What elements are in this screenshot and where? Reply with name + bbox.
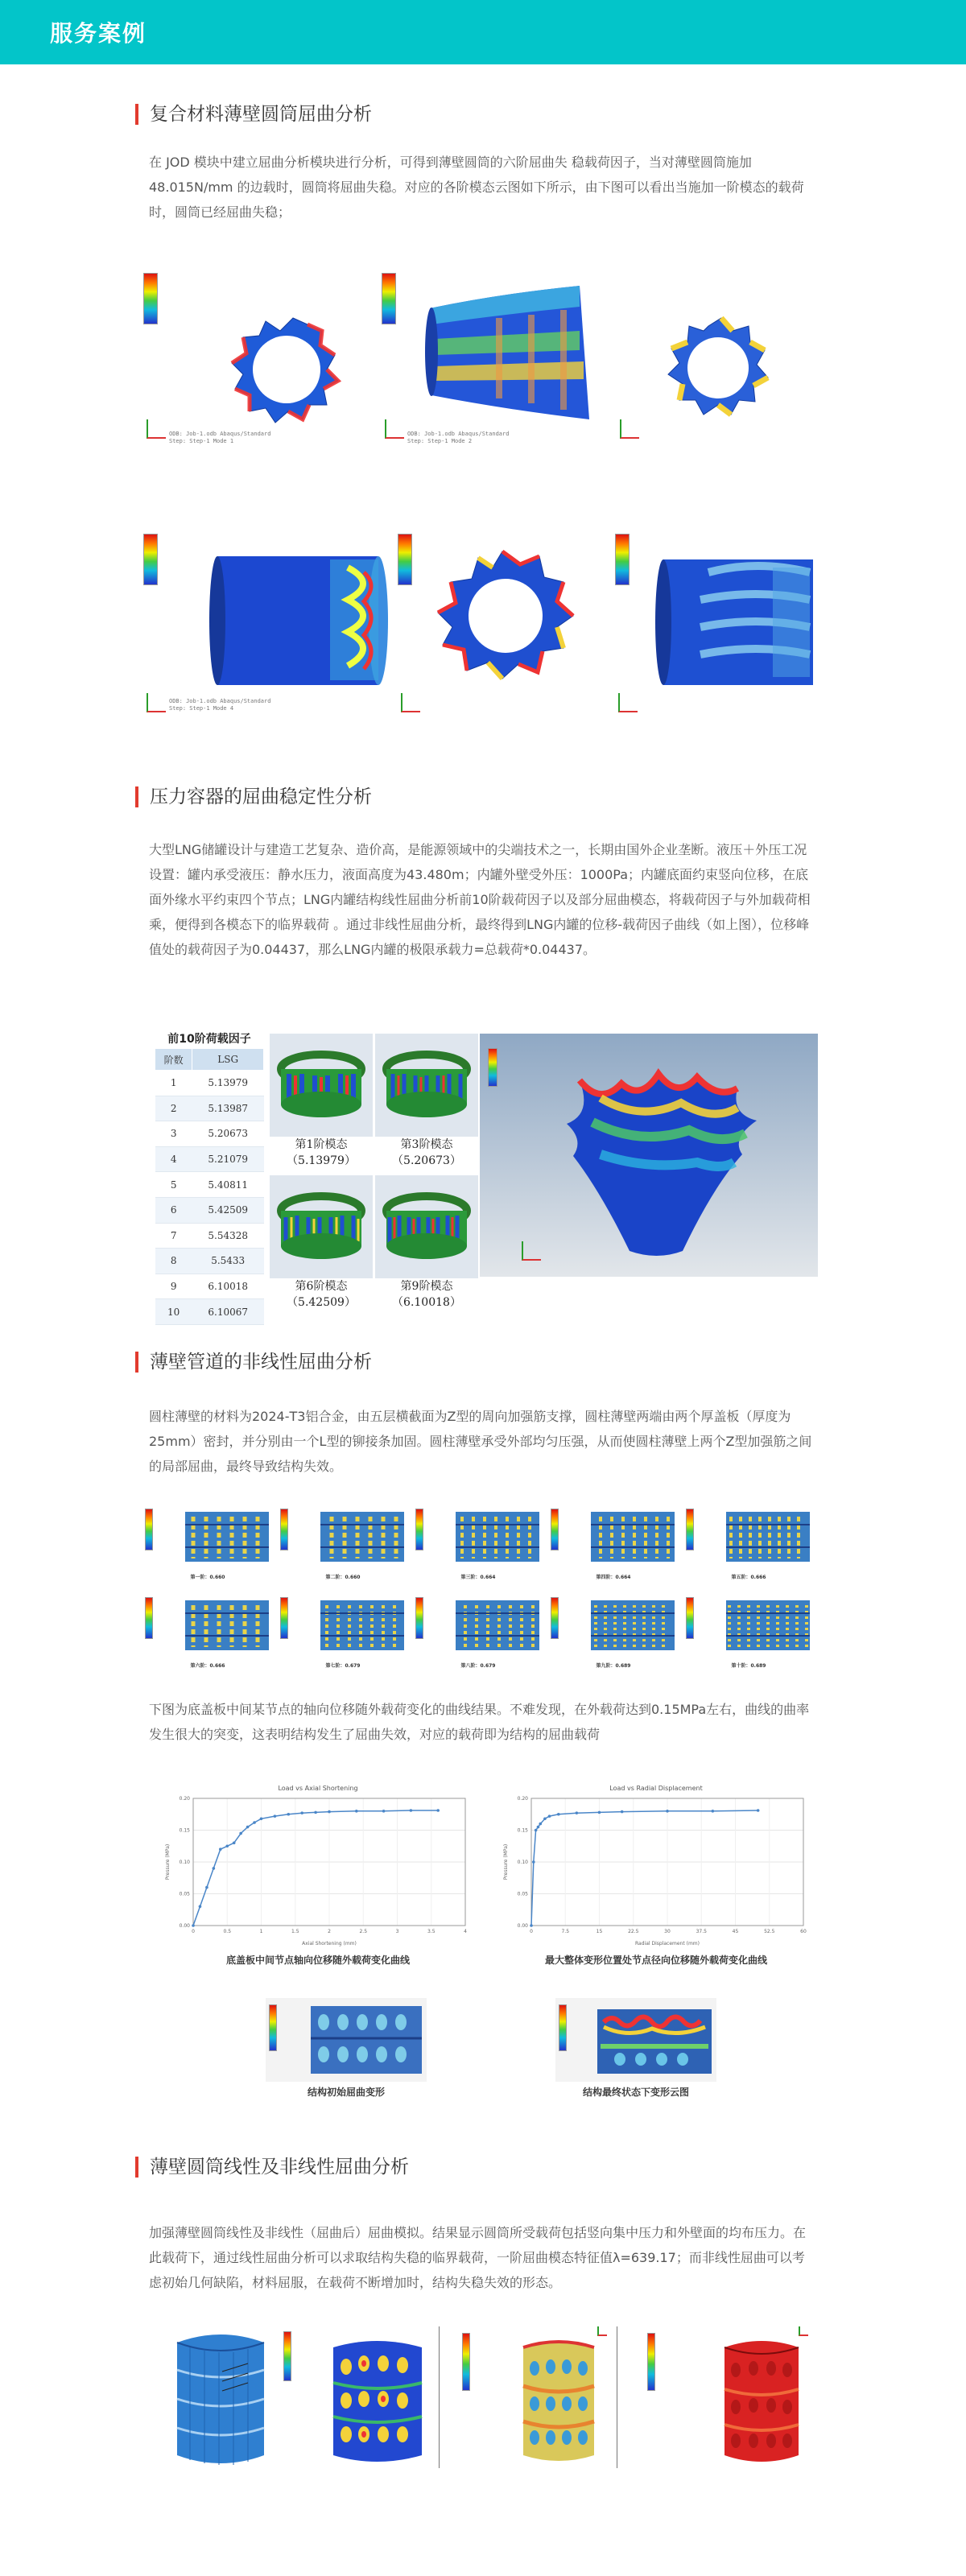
cylinder-mesh-image [158,2323,277,2471]
header-title: 服务案例 [50,20,147,47]
mode-figure-6 [612,527,821,720]
tank-mode-image-6 [270,1175,373,1278]
y-tick-label: 0.10 [179,1860,190,1865]
mode-figure-4: ODB: Job-1.odb Abaqus/Standard Step: Step-1 Mode 4 [137,527,394,720]
x-tick-label: 1.5 [291,1929,299,1934]
data-point [410,1809,413,1812]
pipe-initial-buckling-caption: 结构初始屈曲变形 [307,2087,385,2098]
section-title-cylinder: 薄壁圆筒线性及非线性屈曲分析 [135,2154,409,2180]
tank-nonlinear-contour [480,1034,818,1277]
data-point [314,1811,317,1814]
tank-mode-label-9: 第9阶模态 （6.10018） [392,1280,461,1309]
table-row: 10 6.10067 [155,1299,264,1325]
data-point [260,1817,263,1820]
table-row: 6 5.42509 [155,1197,264,1223]
data-point [543,1817,547,1820]
data-point [557,1813,560,1816]
data-point [219,1847,222,1851]
table-row: 9 6.10018 [155,1274,264,1299]
chart-axial-caption: 底盖板中间节点轴向位移随外载荷变化曲线 [225,1955,410,1966]
y-tick-label: 0.20 [517,1796,528,1802]
section-paragraph-pipe-curve: 下图为底盖板中间某节点的轴向位移随外载荷变化的曲线结果。不难发现，在外载荷达到0.15MPa左右，曲线的曲率发生很大的突变，这表明结构发生了屈曲失效，对应的载荷即为结构的屈曲载荷 [149,1702,810,1742]
chart-axial-shortening-svg [161,1781,475,1950]
table-row: 8 5.5433 [155,1249,264,1274]
pipe-mode-label: 第六阶：0.666 [190,1663,225,1669]
x-tick-label: 2.5 [359,1929,368,1934]
table-header: 阶数 [155,1049,192,1071]
y-tick-label: 0.15 [517,1827,528,1834]
data-point [621,1810,624,1814]
table-header: LSG [192,1049,264,1071]
table-row: 4 5.21079 [155,1146,264,1172]
pipe-mode-image-7 [279,1594,407,1658]
data-point [233,1842,236,1845]
data-point [253,1821,256,1824]
y-tick-label: 0.00 [517,1923,528,1929]
x-tick-label: 3 [395,1929,399,1934]
y-tick-label: 0.20 [179,1796,190,1802]
pipe-mode-image-6 [143,1594,272,1658]
chart-radial-displacement-svg [499,1781,813,1950]
series-line [193,1810,438,1926]
chart-radial-displacement [499,1781,813,1950]
pipe-mode-image-5 [684,1505,813,1570]
x-tick-label: 4 [464,1929,467,1934]
pipe-mode-image-4 [549,1505,678,1570]
pipe-mode-image-8 [414,1594,543,1658]
data-point [598,1811,601,1814]
mode-figure-1: ODB: Job-1.odb Abaqus/Standard Step: Step-1 Mode 1 [137,262,378,447]
data-point [382,1810,386,1813]
pipe-mode-image-10 [684,1594,813,1658]
data-point [539,1823,542,1826]
mode-figure-3 [604,262,821,447]
data-point [757,1809,760,1812]
x-tick-label: 0 [192,1929,195,1934]
y-tick-label: 0.05 [517,1891,528,1897]
pipe-mode-label: 第二阶：0.660 [325,1575,361,1580]
pipe-mode-label: 第十阶：0.689 [731,1663,766,1669]
data-point [199,1905,202,1909]
x-tick-label: 30 [664,1929,671,1934]
section-paragraph-pipe: 圆柱薄壁的材料为2024-T3铝合金，由五层横截面为Z型的周向加强筋支撑，圆柱薄壁两端由两个厚盖板（厚度为25mm）密封，并分别由一个L型的铆接条加固。圆柱薄壁承受外部均匀压强，从而使圆柱薄壁上两个Z型加强筋之间的局部屈曲，最终导致结构失效。 [149,1409,812,1474]
pipe-mode-label: 第四阶：0.664 [596,1575,631,1580]
x-tick-label: 0 [530,1929,533,1934]
tank-mode-image-9 [375,1175,478,1278]
data-point [274,1814,277,1818]
tank-mode-label-3: 第3阶模态 （5.20673） [392,1138,461,1167]
pipe-final-state-caption: 结构最终状态下变形云图 [582,2087,689,2098]
data-point [287,1813,291,1816]
data-point [530,1924,533,1927]
table-row: 7 5.54328 [155,1223,264,1249]
x-tick-label: 60 [800,1929,807,1934]
tank-mode-image-3 [375,1034,478,1137]
pipe-mode-image-1 [143,1505,272,1570]
table-row: 5 5.40811 [155,1172,264,1198]
data-point [576,1811,579,1814]
cylinder-final-failure-image [623,2323,813,2471]
x-tick-label: 2 [328,1929,331,1934]
pipe-mode-image-3 [414,1505,543,1570]
y-tick-label: 0.15 [179,1827,190,1834]
tank-mode-image-1 [270,1034,373,1137]
data-point [666,1810,669,1813]
x-tick-label: 45 [732,1929,739,1934]
tank-mode-label-6: 第6阶模态 （5.42509） [287,1280,356,1309]
tank-mode-label-1: 第1阶模态 （5.13979） [287,1138,356,1167]
data-point [205,1886,208,1889]
mode-figure-2: ODB: Job-1.odb Abaqus/Standard Step: Step-1 Mode 2 [378,262,604,447]
data-point [532,1860,535,1864]
data-point [213,1867,216,1870]
data-point [246,1826,250,1829]
data-point [537,1826,540,1829]
x-tick-label: 37.5 [696,1929,707,1934]
data-point [535,1829,538,1832]
data-point [239,1832,242,1835]
pipe-mode-label: 第五阶：0.666 [731,1575,766,1580]
x-tick-label: 15 [596,1929,603,1934]
table-row: 3 5.20673 [155,1121,264,1147]
y-tick-label: 0.05 [179,1891,190,1897]
chart-radial-caption: 最大整体变形位置处节点径向位移随外载荷变化曲线 [544,1955,767,1966]
header-bar [0,0,966,64]
data-point [225,1844,229,1847]
table-row: 2 5.13987 [155,1096,264,1121]
cylinder-nonlinear-stress-image [446,2323,612,2471]
pipe-mode-label: 第八阶：0.679 [460,1663,496,1669]
y-tick-label: 0.00 [179,1923,190,1929]
data-point [300,1811,303,1814]
x-tick-label: 7.5 [561,1929,570,1934]
section-title-pressure-vessel: 压力容器的屈曲稳定性分析 [135,784,372,810]
y-axis-label: Pressure (MPa) [503,1843,509,1880]
data-point [548,1814,551,1818]
section-paragraph-cylinder: 加强薄壁圆筒线性及非线性（屈曲后）屈曲模拟。结果显示圆筒所受载荷包括竖向集中压力和外壁面的均布压力。在此载荷下，通过线性屈曲分析可以求取结构失稳的临界载荷，一阶屈曲模态特征值λ=639.17；而非线性屈曲可以考虑初始几何缺陷，材料屈服，在载荷不断增加时，结构失稳失效的形态。 [149,2225,807,2290]
table-row: 1 5.13979 [155,1071,264,1096]
y-tick-label: 0.10 [517,1860,528,1865]
x-tick-label: 3.5 [427,1929,436,1934]
data-point [328,1810,331,1814]
x-axis-label: Radial Displacement (mm) [635,1941,700,1946]
section-paragraph-pressure-vessel: 大型LNG储罐设计与建造工艺复杂、造价高，是能源领域中的尖端技术之一，长期由国外企业垄断。液压＋外压工况设置：罐内承受液压：静水压力，液面高度为43.480m；内罐外壁受外压：1000Pa；内罐底面约束竖向位移，在底面外缘水平约束四个节点；LNG内罐结构线性屈曲分析前10阶载荷因子以及部分屈曲模态，将载荷因子与外加载荷相乘，便得到各模态下的临界载荷 。通过非线性屈曲分析，最终得到LNG内罐的位移-载荷因子曲线（如上图），位移峰值处的载荷因子为0.04437，那么LNG内罐的极限承载力=总载荷*0.04437。 [149,842,811,957]
data-point [192,1924,195,1927]
pipe-mode-label: 第三阶：0.664 [460,1575,496,1580]
eigenvalue-table-title: 前10阶荷载因子 [167,1033,251,1046]
section-title-pipe: 薄壁管道的非线性屈曲分析 [135,1349,372,1375]
pipe-mode-label: 第九阶：0.689 [596,1663,631,1669]
x-tick-label: 1 [259,1929,263,1934]
y-axis-label: Pressure (MPa) [165,1843,171,1880]
pipe-mode-image-2 [279,1505,407,1570]
chart-title: Load vs Radial Displacement [609,1785,703,1792]
pipe-mode-image-9 [549,1594,678,1658]
data-point [355,1810,358,1813]
x-tick-label: 52.5 [764,1929,775,1934]
x-tick-label: 0.5 [223,1929,232,1934]
section-title-composite: 复合材料薄壁圆筒屈曲分析 [135,101,372,127]
eigenvalue-table [155,1048,264,1325]
data-point [712,1810,715,1813]
chart-title: Load vs Axial Shortening [278,1785,358,1792]
section-paragraph-composite: 在 JOD 模块中建立屈曲分析模块进行分析，可得到薄壁圆筒的六阶屈曲失 稳载荷因子，当对薄壁圆筒施加 48.015N/mm 的边载时，圆筒将屈曲失稳。对应的各阶模态云图如下所示，由下图可以看出当施加一阶模态的载荷时，圆筒已经屈曲失稳； [149,155,804,220]
pipe-initial-buckling-image [266,1998,427,2082]
gallery-divider [439,2326,440,2468]
x-axis-label: Axial Shortening (mm) [302,1941,357,1946]
cylinder-linear-buckling-image [280,2323,433,2471]
x-tick-label: 22.5 [628,1929,639,1934]
pipe-mode-label: 第一阶：0.660 [190,1575,225,1580]
pipe-mode-label: 第七阶：0.679 [325,1663,361,1669]
chart-axial-shortening [161,1781,475,1950]
data-point [436,1809,440,1812]
pipe-final-state-image [555,1998,716,2082]
mode-figure-5 [394,527,612,720]
